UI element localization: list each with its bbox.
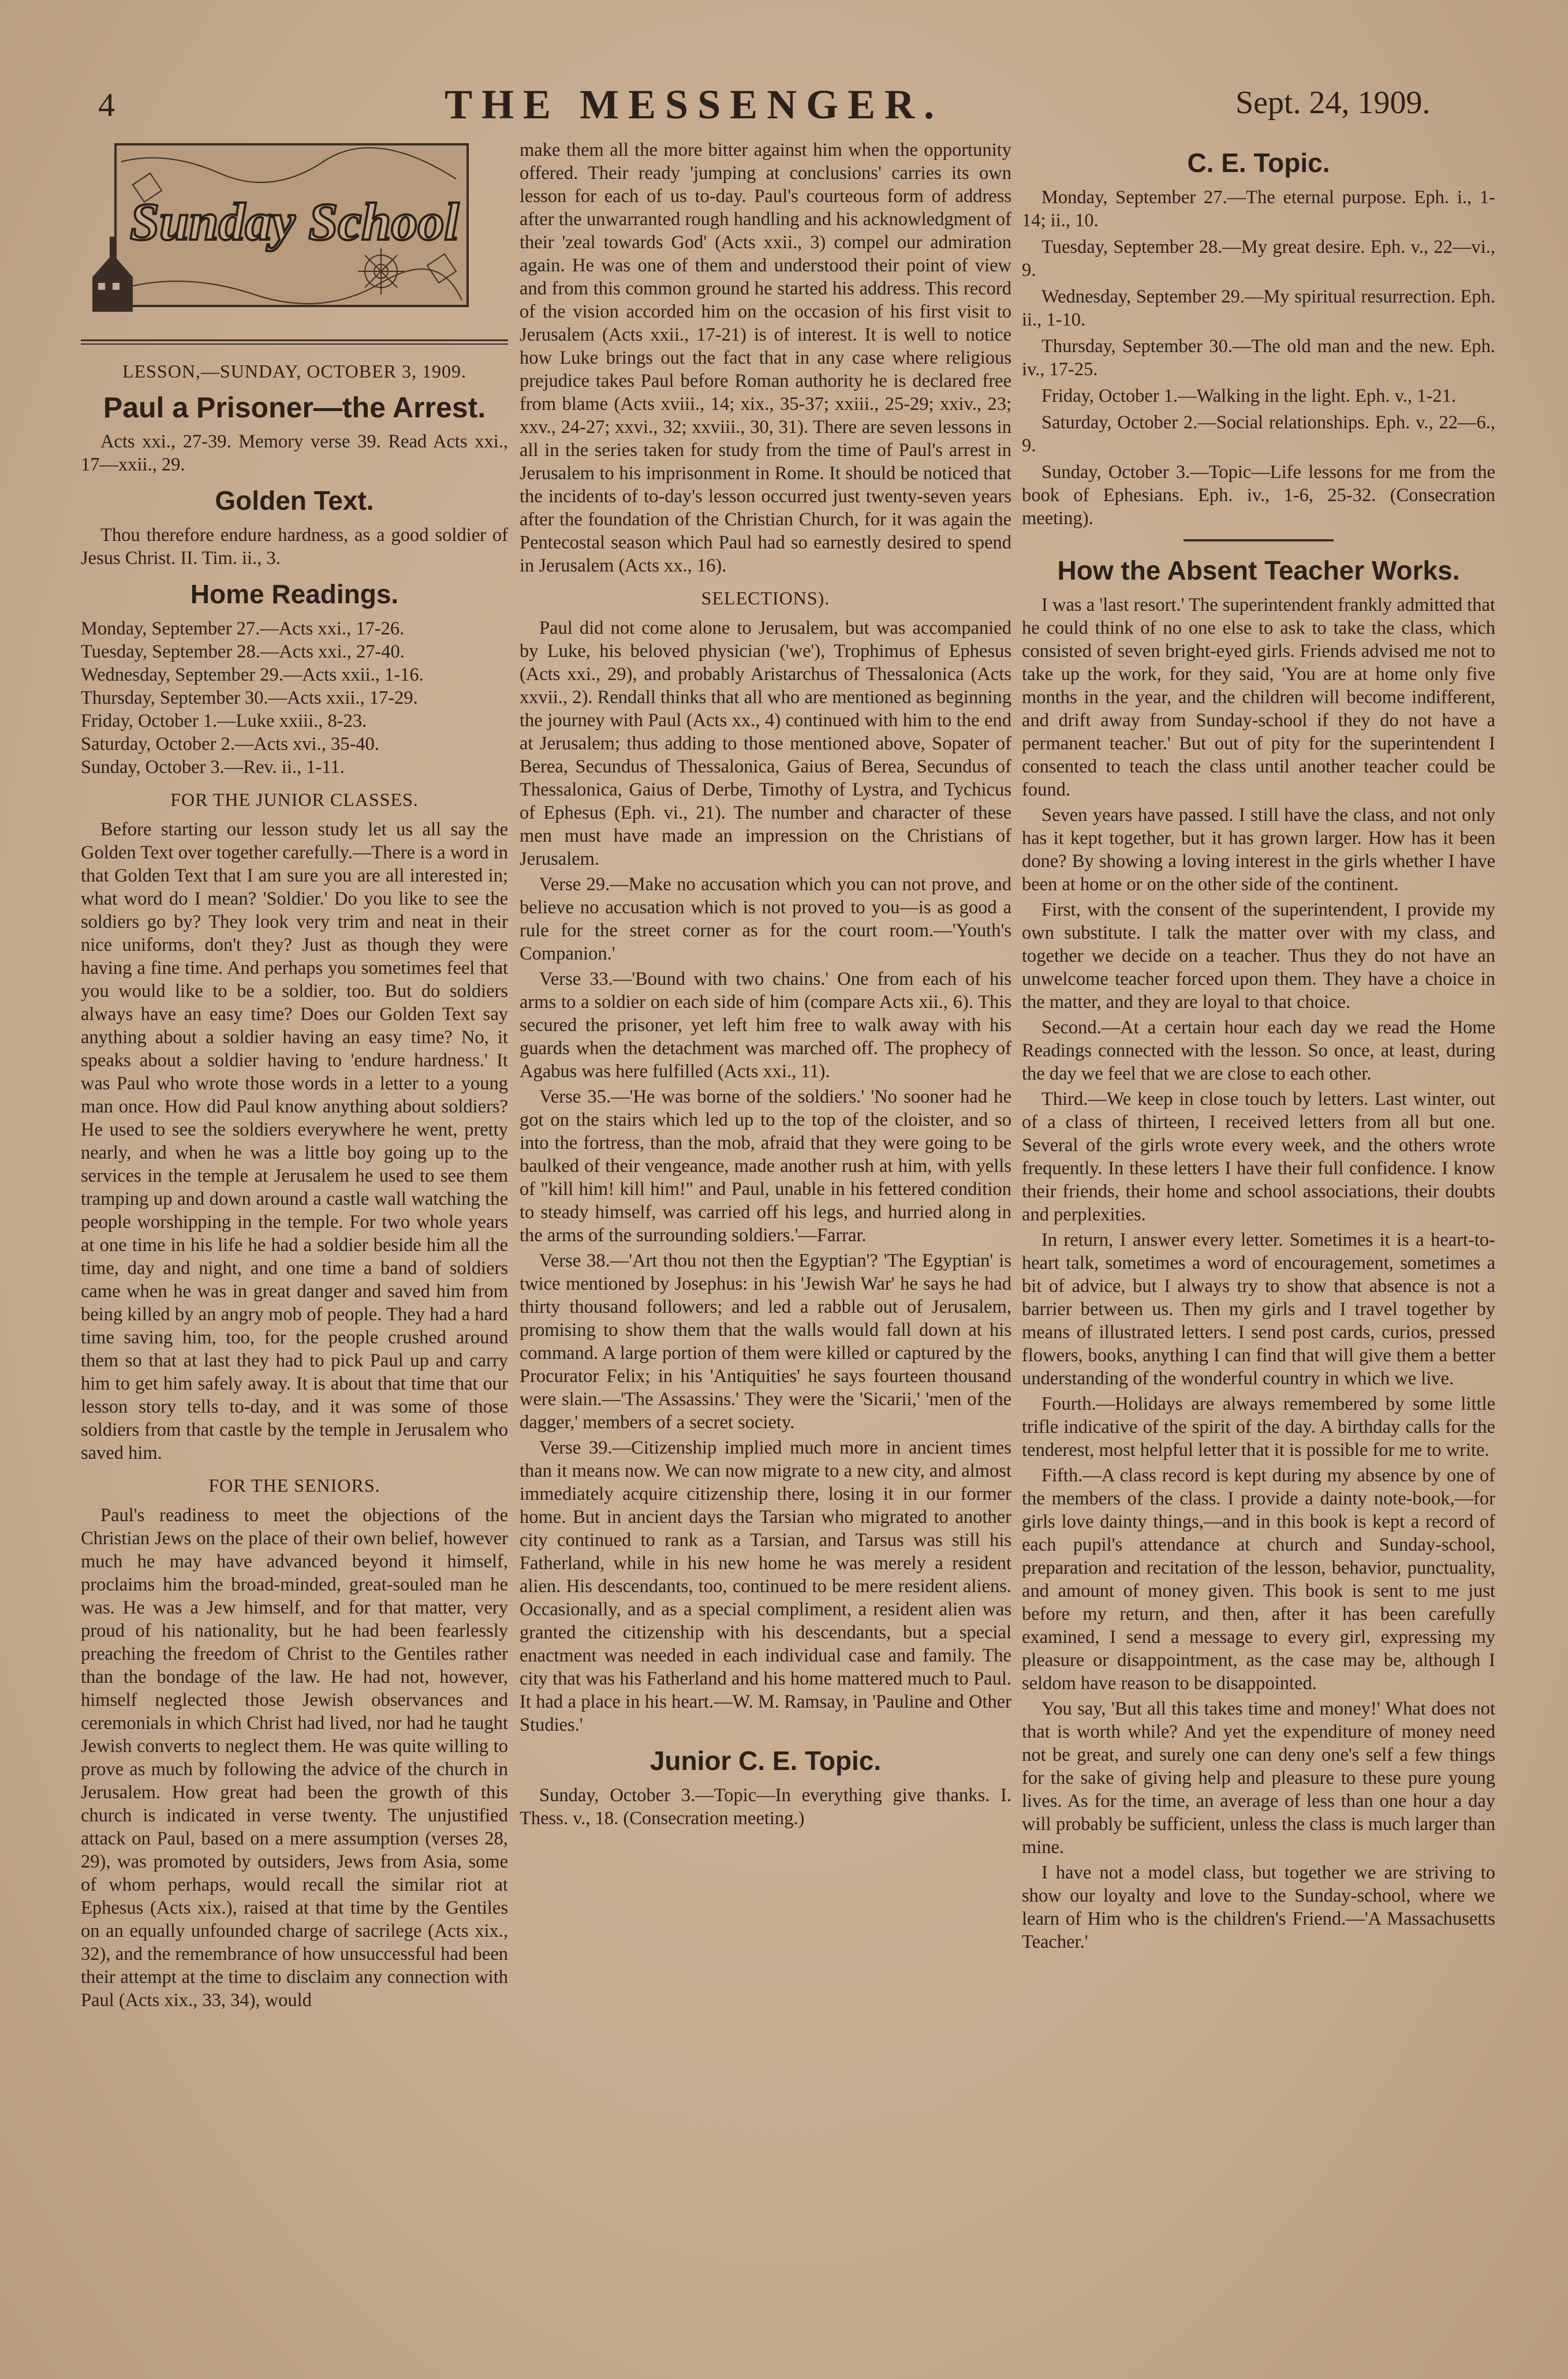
lesson-title: Paul a Prisoner—the Arrest. (103, 391, 486, 424)
list-item: Wednesday, September 29.—Acts xxii., 1-16. (81, 664, 424, 685)
list-item: Friday, October 1.—Luke xxiii., 8-23. (81, 711, 367, 731)
paragraph: Verse 33.—'Bound with two chains.' One from each of his arms to a soldier on each side of him (compare Acts xii., 6). This secured the prisoner, yet left him free to walk away with his guards when the detachment was marched off. The prophecy of Agabus was here fulfilled (Acts xxi., 11). (520, 969, 1011, 1082)
ce-topic-heading: C. E. Topic. (1187, 148, 1330, 178)
rule (81, 339, 508, 341)
logo-text: Sunday School (129, 192, 460, 251)
junior-classes-heading: FOR THE JUNIOR CLASSES. (170, 789, 419, 810)
lesson-refs: Acts xxi., 27-39. Memory verse 39. Read Acts xxi., 17—xxii., 29. (81, 431, 508, 475)
page-number: 4 (98, 86, 115, 124)
lesson-date: LESSON,—SUNDAY, OCTOBER 3, 1909. (122, 361, 466, 382)
home-readings-heading: Home Readings. (190, 579, 399, 609)
home-readings-list (81, 617, 508, 779)
list-item: Friday, October 1.—Walking in the light. Eph. v., 1-21. (1041, 386, 1456, 406)
golden-text-heading: Golden Text. (215, 485, 374, 516)
junior-classes-text: Before starting our lesson study let us all say the Golden Text over together carefully.—There is a word in that Golden Text that I am sure you are all interested in; what word do I mean? 'Soldier.' Do you like to see the soldiers go by? They look very trim and neat in their nice uniforms, don't they? Just as though they were having a fine time. And perhaps you sometimes feel that you would like to be a soldier, too. But do soldiers always have an easy time? Does our Golden Text say anything about a soldier having an easy time? No, it speaks about a soldier having to 'endure hardness.' It was Paul who wrote those words in a letter to a young man once. How did Paul know anything about soldiers? He used to see the soldiers everywhere he went, pretty nearly, and when he was a little boy going up to the services in the temple at Jerusalem he used to see them tramping up and down around a castle wall watching the people worshipping in the temple. For two whole years at one time in his life he had a soldier beside him all the time, day and night, and one time a band of soldiers came when he was in great danger and saved him from being killed by an angry mob of people. They had a hard time saving him, too, for the people crushed around them so that at last they had to pick Paul up and carry him to get him safely away. It is about that time that our lesson story tells to-day, and it was some of those soldiers from that castle by the temple in Jerusalem who saved him. (81, 819, 508, 1463)
list-item: Monday, September 27.—Acts xxi., 17-26. (81, 618, 405, 639)
golden-text: Thou therefore endure hardness, as a good soldier of Jesus Christ. II. Tim. ii., 3. (81, 525, 508, 569)
paragraph: Verse 29.—Make no accusation which you can not prove, and believe no accusation which is not proved to you—is as good a rule for the street corner as for the court room.—'Youth's Companion.' (520, 874, 1011, 964)
column-2 (520, 139, 1011, 2367)
ce-topic-list (1022, 186, 1495, 530)
paragraph: Fifth.—A class record is kept during my absence by one of the members of the class. I provide a dainty note-book,—for girls love dainty things,—and in this book is kept a record of each pupil's attendance at church and Sunday-school, preparation and recitation of the lesson, behavior, punctuality, and amount of money given. This book is sent to me just before my return, and then, after it has been carefully examined, I send a message to every girl, expressing my pleasure or disappointment, as the case may be, although I seldom have reason to be disappointed. (1022, 1465, 1495, 1694)
list-item: Monday, September 27.—The eternal purpose. Eph. i., 1-14; ii., 10. (1022, 187, 1495, 231)
junior-ce-heading: Junior C. E. Topic. (649, 1746, 882, 1776)
paragraph: Verse 38.—'Art thou not then the Egyptian'? 'The Egyptian' is twice mentioned by Josephus: in his 'Jewish War' he says he had thirty thousand followers; and led a rabble out of Jerusalem, promising to show them that the walls would fall down at his command. A large portion of them were killed or captured by the Procurator Felix; in his 'Antiquities' he says fourteen thousand were slain.—'The Assassins.' They were the 'Sicarii,' 'men of the dagger,' members of a secret society. (520, 1250, 1011, 1433)
paragraph: Paul did not come alone to Jerusalem, but was accompanied by Luke, his beloved physician ('we'), Trophimus of Ephesus (Acts xxi., 29), and probably Aristarchus of Thessalonica (Acts xxvii., 2). Rendall thinks that all who are mentioned as beginning the journey with Paul (Acts xx., 4) continued with him to the end at Jerusalem; thus adding to those mentioned above, Sopater of Berea, Secundus of Thessalonica, Gaius of Berea, Secundus of Thessalonica, Gaius of Derbe, Timothy of Lystra, and Tychicus of Ephesus (Eph. vi., 21). The number and character of these men must have made an impression on the Christians of Jerusalem. (520, 618, 1011, 869)
list-item: Wednesday, September 29.—My spiritual resurrection. Eph. ii., 1-10. (1022, 286, 1495, 330)
issue-date: Sept. 24, 1909. (1235, 85, 1431, 121)
seniors-heading: FOR THE SENIORS. (208, 1475, 380, 1496)
paragraph: I was a 'last resort.' The superintendent frankly admitted that he could think of no one else to ask to take the class, which consisted of seven bright-eyed girls. Friends advised me not to take up the work, for they said, 'You are at home only five months in the year, and the children will become indifferent, and drift away from Sunday-school if they do not have a permanent teacher.' But out of pity for the superintendent I consented to teach the class until another teacher could be found. (1022, 595, 1495, 800)
list-item: Sunday, October 3.—Topic—Life lessons for me from the book of Ephesians. Eph. iv., 1-6, 25-32. (Consecration meeting). (1022, 462, 1495, 529)
paragraph: Second.—At a certain hour each day we read the Home Readings connected with the lesson. So once, at least, during the day we feel that we are close to each other. (1022, 1017, 1495, 1084)
masthead (0, 81, 1568, 139)
list-item: Saturday, October 2.—Social relationships. Eph. v., 22—6., 9. (1022, 412, 1495, 456)
list-item: Saturday, October 2.—Acts xvi., 35-40. (81, 734, 379, 755)
paragraph: You say, 'But all this takes time and money!' What does not that is worth while? And yet the expenditure of money need not be great, and surely one can deny one's self a few things for the sake of giving help and pleasure to these pure young lives. As for the time, an average of less than one hour a day will probably be sufficient, unless the class is much larger than mine. (1022, 1698, 1495, 1858)
paragraph: make them all the more bitter against him when the opportunity offered. Their ready 'jumping at conclusions' carries its own lesson for each of us to-day. Paul's courteous form of address after the unwarranted rough handling and his acknowledgment of their 'zeal towards God' (Acts xxii., 3) compel our admiration again. He was one of them and understood their point of view and from this common ground he started his address. This record of the vision accorded him on the occasion of his first visit to Jerusalem (Acts xxii., 17-21) is of interest. It is well to notice how Luke brings out the fact that in any case where religious prejudice takes Paul before Roman authority he is declared free from blame (Acts xviii., 14; xix., 35-37; xxiii., 25-29; xxiv., 23; xxv., 24-27; xxvi., 32; xxviii., 30, 31). There are seven lessons in all in the series taken for study from the time of Paul's arrest in Jerusalem to his imprisonment in Rome. It should be noticed that the incidents of to-day's lesson occurred just twenty-seven years after the foundation of the Christian Church, for it was again the Pentecostal season which Paul had so earnestly desired to spend in Jerusalem (Acts xx., 16). (520, 140, 1011, 576)
sunday-school-logo (81, 139, 496, 329)
rule (81, 343, 508, 345)
paragraph: First, with the consent of the superintendent, I provide my own substitute. I talk the matter over with my class, and together we decide on a teacher. Thus they do not have an unwelcome teacher forced upon them. They have a choice in the matter, and they are loyal to that choice. (1022, 899, 1495, 1013)
paragraph: Fourth.—Holidays are always remembered by some little trifle indicative of the spirit of the day. A birthday calls for the tenderest, most helpful letter that it is possible for me to write. (1022, 1394, 1495, 1461)
paragraph: Verse 39.—Citizenship implied much more in ancient times than it means now. We can now migrate to a new city, and almost immediately acquire citizenship there, losing it in our former home. But in ancient days the Tarsian who migrated to another city continued to rank as a Tarsian, and Tarsus was still his Fatherland, while in his new home he was merely a resident alien. His descendants, too, continued to be mere resident aliens. Occasionally, and as a special compliment, a resident alien was granted the citizenship with his descendants, but a special enactment was needed in each individual case and family. The city that was his Fatherland and his home mattered much to Paul. It had a place in his heart.—W. M. Ramsay, in 'Pauline and Other Studies.' (520, 1437, 1011, 1735)
paragraph: Verse 35.—'He was borne of the soldiers.' 'No sooner had he got on the stairs which led up to the top of the cloister, and so into the fortress, than the mob, afraid that they were going to be baulked of their vengeance, made another rush at him, with yells of "kill him! kill him!" and Paul, unable in his fettered condition to steady himself, was carried off his legs, and hurried along in the arms of the surrounding soldiers.'—Farrar. (520, 1086, 1011, 1246)
divider (1184, 539, 1334, 541)
newspaper-title: THE MESSENGER. (445, 81, 944, 128)
list-item: Sunday, October 3.—Rev. ii., 1-11. (81, 757, 345, 778)
selections-heading: SELECTIONS). (701, 588, 830, 608)
junior-ce-text: Sunday, October 3.—Topic—In everything give thanks. I. Thess. v., 18. (Consecration meeting.) (520, 1785, 1011, 1829)
list-item: Tuesday, September 28.—Acts xxi., 27-40. (81, 641, 405, 662)
list-item: Thursday, September 30.—The old man and the new. Eph. iv., 17-25. (1022, 336, 1495, 380)
paragraph: In return, I answer every letter. Sometimes it is a heart-to-heart talk, sometimes a word of encouragement, sometimes a bit of advice, but I always try to show that absence is not a barrier between us. Then my girls and I travel together by means of illustrated letters. I send post cards, curios, pressed flowers, books, anything I can find that will give them a better understanding of the wonderful country in which we live. (1022, 1230, 1495, 1389)
list-item: Tuesday, September 28.—My great desire. Eph. v., 22—vi., 9. (1022, 237, 1495, 281)
column-3 (1022, 139, 1495, 2367)
sunday-school-illustration (81, 139, 496, 329)
paragraph: I have not a model class, but together we are striving to show our loyalty and love to the Sunday-school, where we learn of Him who is the children's Friend.—'A Massachusetts Teacher.' (1022, 1862, 1495, 1952)
paragraph: Seven years have passed. I still have the class, and not only has it kept together, but it has grown larger. How has it been done? By showing a loving interest in the girls whether I have been at home or on the other side of the continent. (1022, 805, 1495, 895)
absent-teacher-heading: How the Absent Teacher Works. (1057, 555, 1460, 585)
seniors-text: Paul's readiness to meet the objections of the Christian Jews on the place of their own belief, however much he may have advanced beyond it himself, proclaims him the broad-minded, great-souled man he was. He was a Jew himself, and for that matter, very proud of his nationality, but he had been fearlessly preaching the freedom of Christ to the Gentiles rather than the bondage of the law. He had not, however, himself neglected those Jewish observances and ceremonials in which Christ had lived, nor had he taught Jewish converts to neglect them. He was quite willing to prove as much by following the advice of the church in Jerusalem. How great had been the growth of this church is indicated in verse twenty. The unjustified attack on Paul, based on a mere assumption (verses 28, 29), was promoted by outsiders, Jews from Asia, some of whom perhaps, would recall the similar riot at Ephesus (Acts xix.), raised at that time by the Gentiles on an equally unfounded charge of sacrilege (Acts xix., 32), and the remembrance of how unsuccessful had been their attempt at the time to disclaim any connection with Paul (Acts xix., 33, 34), would (81, 1505, 508, 2011)
list-item: Thursday, September 30.—Acts xxii., 17-29. (81, 688, 418, 708)
paragraph: Third.—We keep in close touch by letters. Last winter, out of a class of thirteen, I received letters from all but one. Several of the girls wrote every week, and the others wrote frequently. In these letters I have their full confidence. I know their friends, their home and school associations, their doubts and perplexities. (1022, 1089, 1495, 1225)
column-1 (81, 139, 508, 2367)
